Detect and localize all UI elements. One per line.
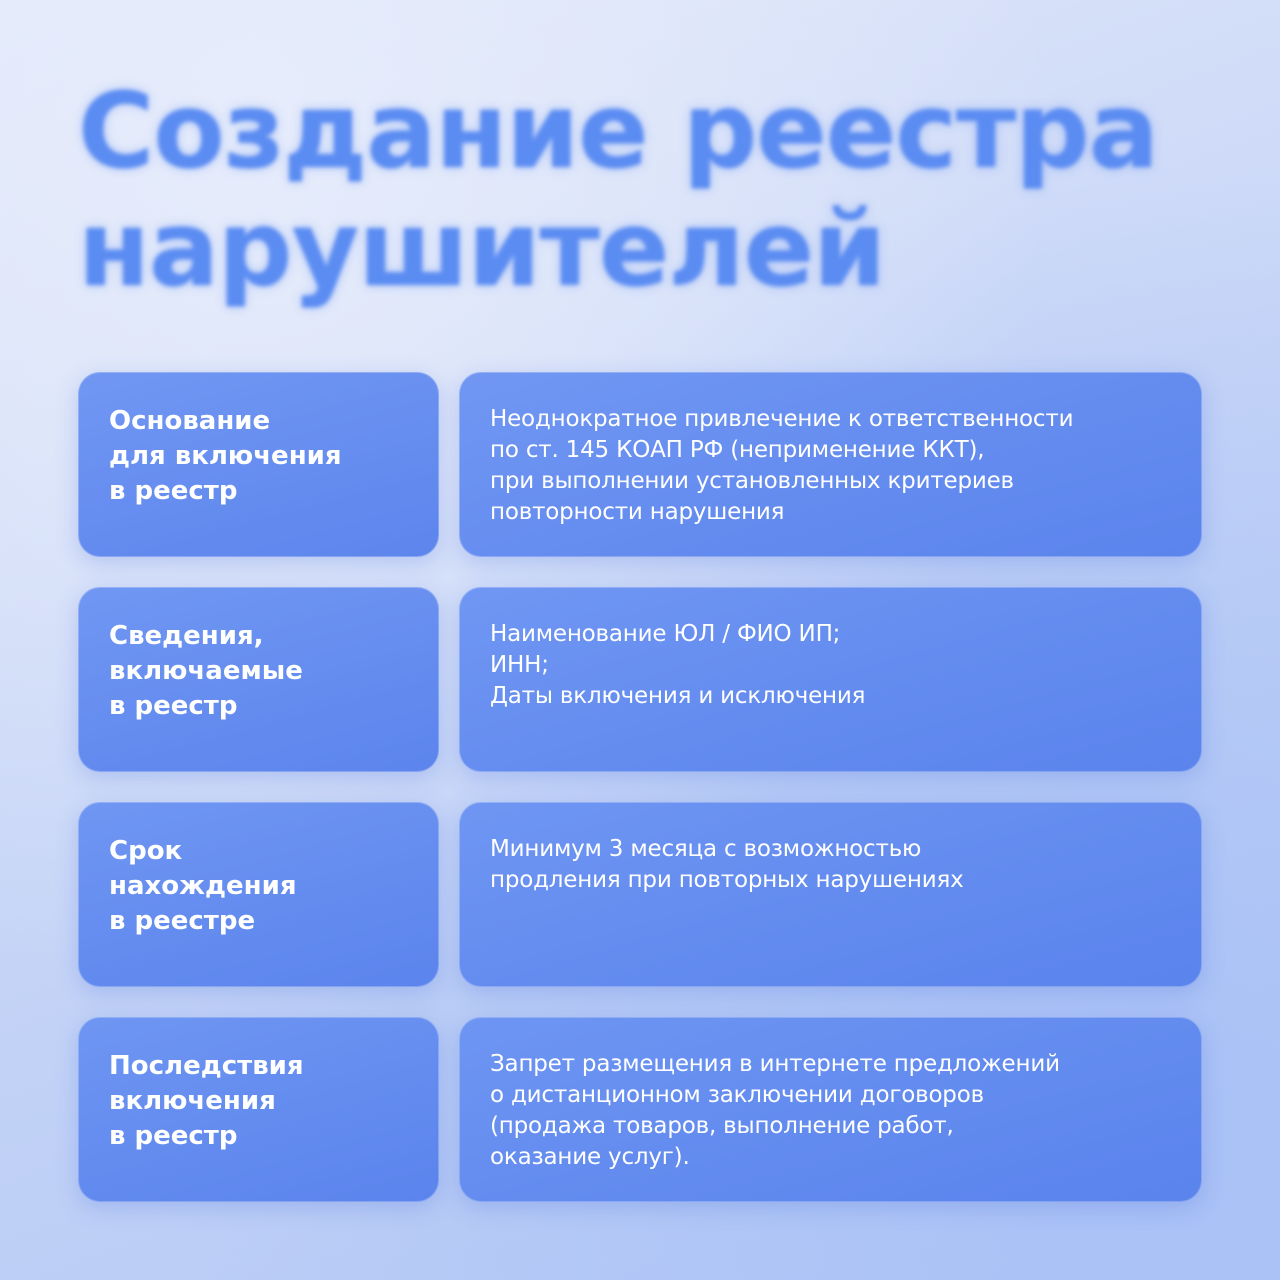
row-label-card [78,587,439,772]
row-label-line: Последствия [109,1051,304,1081]
row-label-line: в реестр [109,1121,238,1151]
row-description-card [459,802,1202,987]
row-description-line: повторности нарушения [490,499,785,525]
row-label-line: Сведения, [109,621,264,651]
row-description-line: Наименование ЮЛ / ФИО ИП; [490,621,841,647]
row-label-line: включаемые [109,656,303,686]
table-row-term [78,802,1202,987]
row-description-line: по ст. 145 КОАП РФ (неприменение ККТ), [490,437,985,463]
row-description-card [459,372,1202,557]
row-label-line: для включения [109,441,342,471]
page-title [78,72,1218,308]
row-label-line: нахождения [109,871,297,901]
row-description-line: при выполнении установленных критериев [490,468,1014,494]
table-row-consequences [78,1017,1202,1202]
row-label-card [78,802,439,987]
row-description-line: ИНН; [490,652,549,678]
row-description-line: Минимум 3 месяца с возможностью [490,836,922,862]
row-label-card [78,1017,439,1202]
row-label-line: в реестре [109,906,256,936]
row-description-line: о дистанционном заключении договоров [490,1082,984,1108]
row-label-line: Основание [109,406,271,436]
row-label-line: Срок [109,836,183,866]
row-description-card [459,1017,1202,1202]
row-description-line: (продажа товаров, выполнение работ, [490,1113,954,1139]
row-description-card [459,587,1202,772]
table-row-basis [78,372,1202,557]
row-description-line: Даты включения и исключения [490,683,866,709]
row-label-line: в реестр [109,476,238,506]
row-description-line: оказание услуг). [490,1144,690,1170]
page-title-line-2: нарушителей [78,188,885,310]
row-label-line: в реестр [109,691,238,721]
row-description-line: продления при повторных нарушениях [490,867,964,893]
row-description-line: Запрет размещения в интернете предложений [490,1051,1060,1077]
row-description-line: Неоднократное привлечение к ответственности [490,406,1074,432]
registry-info-table [78,372,1202,1202]
table-row-information [78,587,1202,772]
row-label-card [78,372,439,557]
page-title-line-1: Создание реестра [78,70,1158,192]
row-label-line: включения [109,1086,276,1116]
